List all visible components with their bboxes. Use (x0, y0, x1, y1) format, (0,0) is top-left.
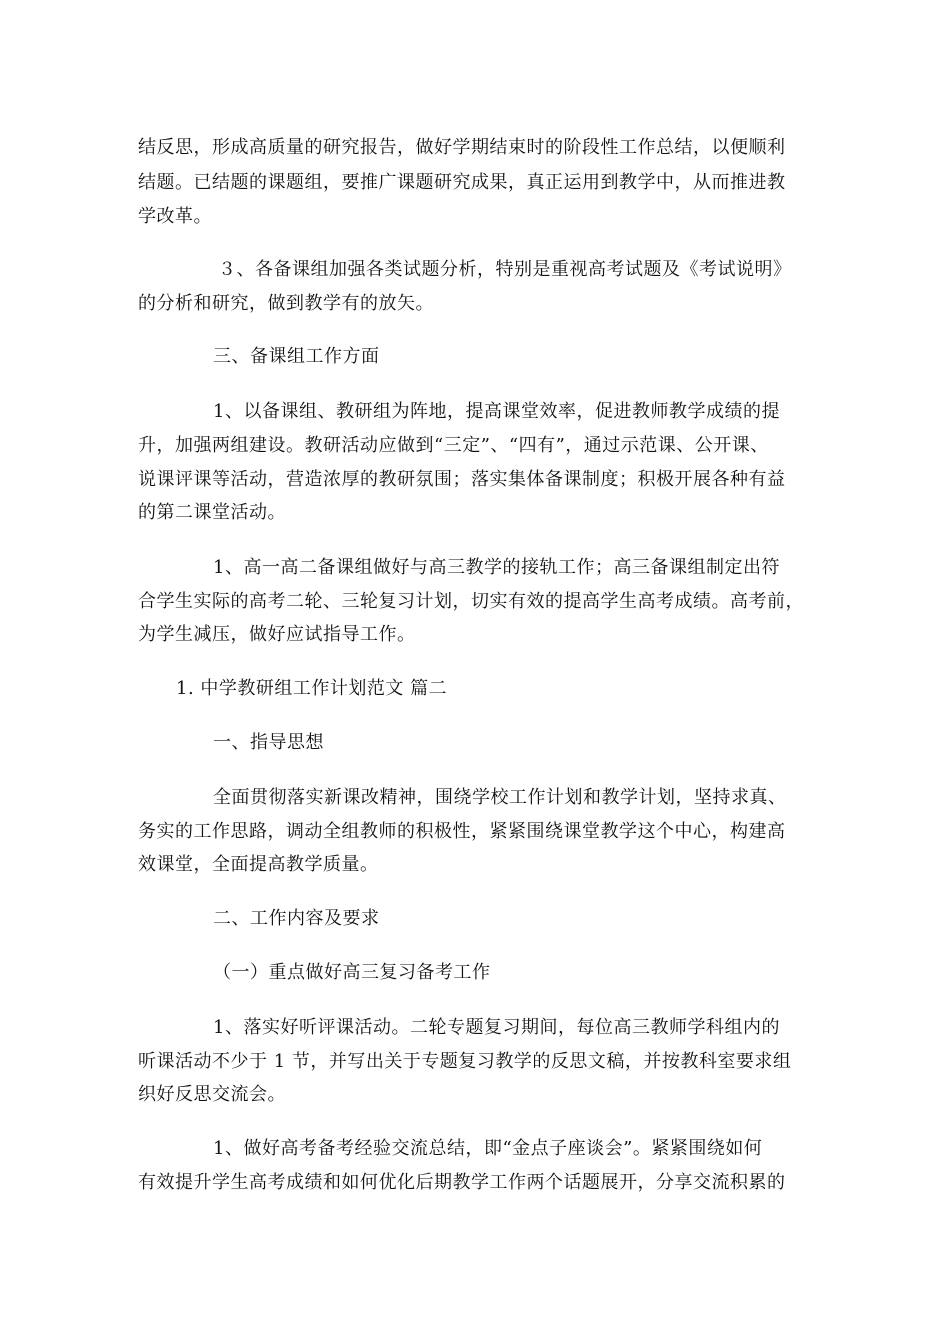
text-line: 的第二课堂活动。 (138, 502, 286, 523)
text-line: 合学生实际的高考二轮、三轮复习计划，切实有效的提高学生高考成绩。高考前， (138, 591, 804, 612)
text-line: 有效提升学生高考成绩和如何优化后期教学工作两个话题展开，分享交流积累的 (138, 1172, 786, 1193)
text-line: 为学生减压，做好应试指导工作。 (138, 624, 416, 645)
text-line: 1、做好高考备考经验交流总结，即“金点子座谈会”。紧紧围绕如何 (213, 1138, 763, 1159)
text-line: 1、落实好听评课活动。二轮专题复习期间，每位高三教师学科组内的 (213, 1017, 780, 1038)
text-line: 升，加强两组建设。教研活动应做到“三定”、“四有”，通过示范课、公开课、 (138, 435, 769, 456)
text-line: 效课堂，全面提高教学质量。 (138, 854, 379, 875)
section-heading: 三、备课组工作方面 (213, 346, 380, 367)
section-heading: 一、指导思想 (213, 732, 324, 753)
text-line: 听课活动不少于 1 节，并写出关于专题复习教学的反思文稿，并按教科室要求组 (138, 1051, 792, 1072)
text-line: 1、高一高二备课组做好与高三教学的接轨工作；高三备课组制定出符 (213, 557, 780, 578)
text-line: 织好反思交流会。 (138, 1084, 286, 1105)
text-line: 说课评课等活动，营造浓厚的教研氛围；落实集体备课制度；积极开展各种有益 (138, 469, 786, 490)
section-heading: 二、工作内容及要求 (213, 908, 380, 929)
text-line: 务实的工作思路，调动全组教师的积极性，紧紧围绕课堂教学这个中心，构建高 (138, 821, 786, 842)
text-line: 结题。已结题的课题组，要推广课题研究成果，真正运用到教学中，从而推进教 (138, 172, 786, 193)
text-line: 学改革。 (138, 206, 212, 227)
subsection-heading: （一）重点做好高三复习备考工作 (213, 962, 491, 983)
text-line: 1、以备课组、教研组为阵地，提高课堂效率，促进教师教学成绩的提 (213, 401, 780, 422)
section-title: 1. 中学教研组工作计划范文 篇二 (176, 678, 448, 699)
text-line: 的分析和研究，做到教学有的放矢。 (138, 293, 434, 314)
text-line: ３、各备课组加强各类试题分析，特别是重视高考试题及《考试说明》 (218, 259, 792, 280)
text-line: 结反思，形成高质量的研究报告，做好学期结束时的阶段性工作总结，以便顺利 (138, 137, 786, 158)
text-line: 全面贯彻落实新课改精神，围绕学校工作计划和教学计划，坚持求真、 (213, 787, 787, 808)
